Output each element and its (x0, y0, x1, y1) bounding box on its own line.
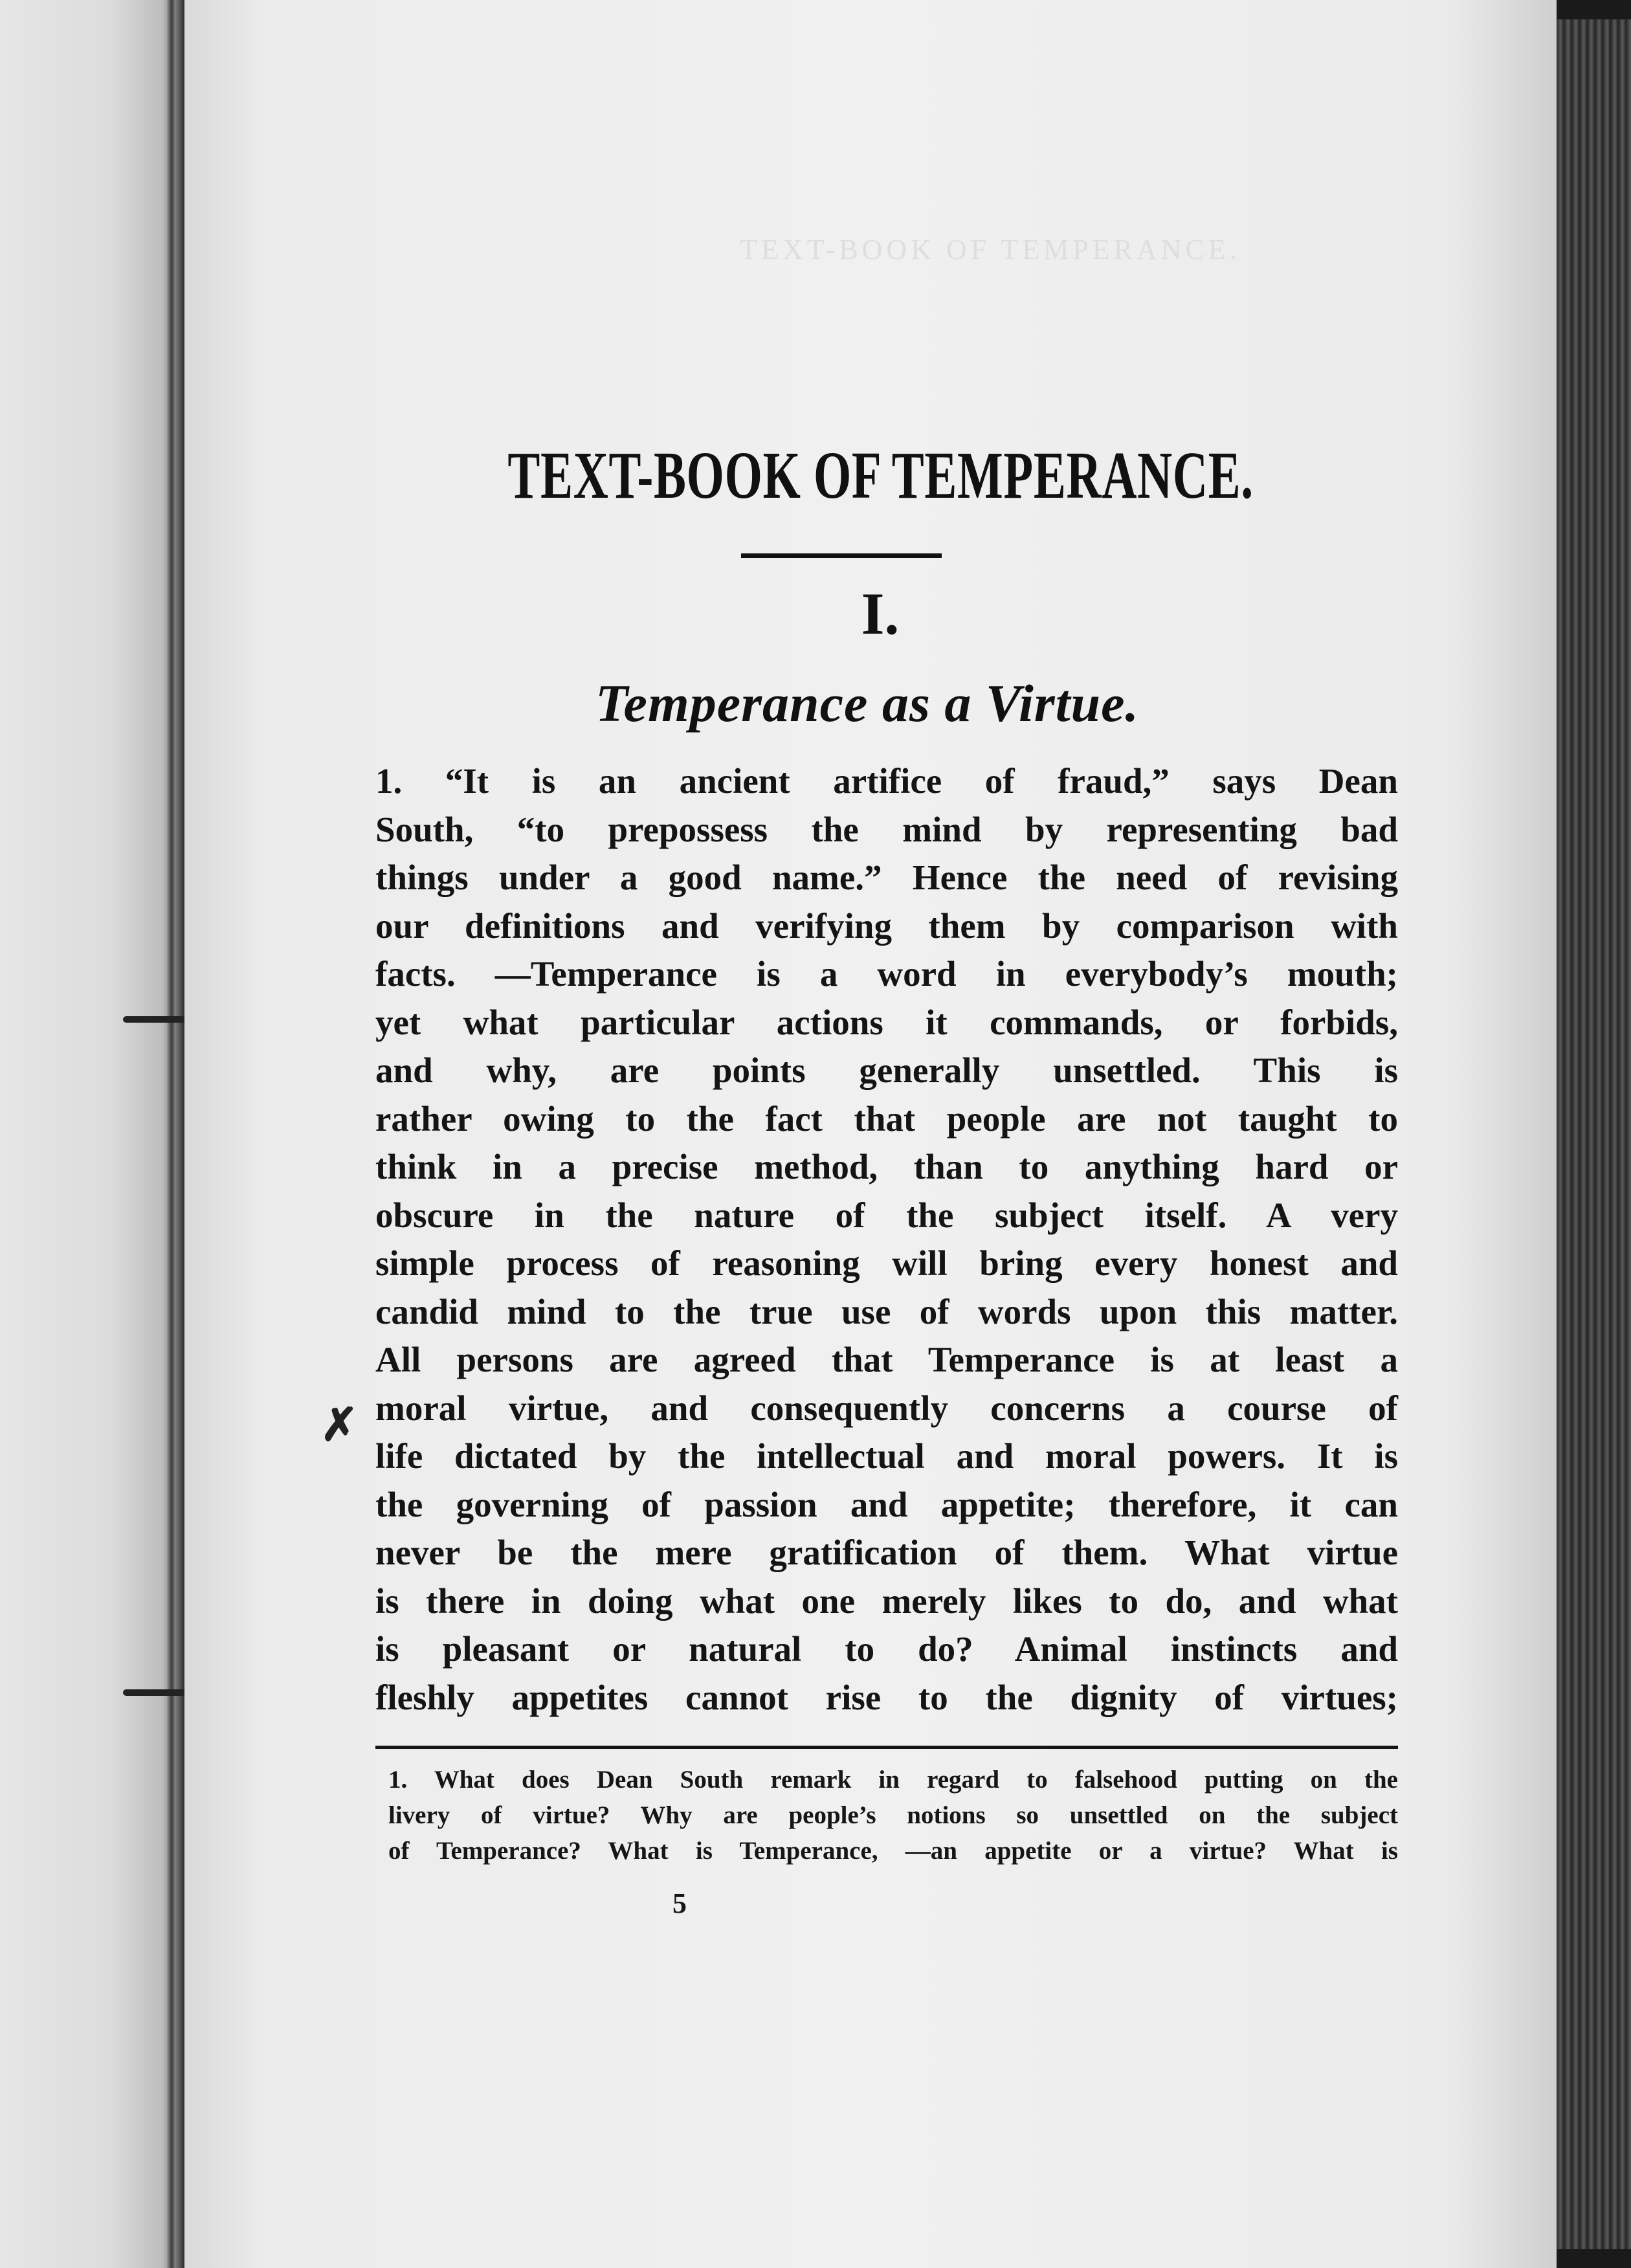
binding-gutter (0, 0, 184, 2268)
chapter-title: Temperance as a Virtue. (595, 674, 1139, 733)
text-line: 1. “It is an ancient artifice of fraud,” says Dean (375, 761, 1398, 801)
page-title: TEXT-BOOK OF TEMPERANCE. (507, 438, 1254, 513)
text-line: facts. —Temperance is a word in everybody’s mouth; (375, 954, 1398, 994)
footnote (388, 1762, 1398, 1869)
text-line: life dictated by the intellectual and moral powers. It is (375, 1436, 1398, 1476)
footnote-line: of Temperance? What is Temperance, —an appetite or a virtue? What is (388, 1837, 1398, 1865)
chapter-number: I. (861, 581, 900, 647)
text-line: obscure in the nature of the subject itself. A very (375, 1195, 1398, 1235)
text-line: our definitions and verifying them by comparison with (375, 906, 1398, 946)
text-line: yet what particular actions it commands, or forbids, (375, 1002, 1398, 1042)
text-line: rather owing to the fact that people are not taught to (375, 1098, 1398, 1139)
text-line: All persons are agreed that Temperance is at least a (375, 1340, 1398, 1379)
text-line: never be the mere gratification of them. What virtue (375, 1533, 1398, 1572)
page-edges (1557, 19, 1631, 2249)
text-line: candid mind to the true use of words upon this matter. (375, 1291, 1398, 1331)
margin-mark: ✗ (320, 1401, 359, 1451)
text-line: fleshly appetites cannot rise to the dignity of virtues; (375, 1677, 1398, 1717)
text-line: simple process of reasoning will bring every honest and (375, 1243, 1398, 1283)
footnote-line: 1. What does Dean South remark in regard to falsehood putting on the (388, 1766, 1398, 1794)
text-line: think in a precise method, than to anything hard or (375, 1147, 1398, 1186)
text-line: and why, are points generally unsettled. This is (375, 1051, 1398, 1090)
spine (167, 0, 176, 2268)
text-line: the governing of passion and appetite; therefore, it can (375, 1484, 1398, 1524)
text-line: South, “to prepossess the mind by representing bad (375, 809, 1398, 849)
text-line: is pleasant or natural to do? Animal instincts and (375, 1629, 1398, 1669)
footnote-line: livery of virtue? Why are people’s notions so unsettled on the subject (388, 1801, 1398, 1829)
title-rule (741, 553, 942, 558)
show-through-header: TEXT-BOOK OF TEMPERANCE. (740, 234, 1241, 265)
text-line: moral virtue, and consequently concerns a course of (375, 1388, 1398, 1428)
text-line: things under a good name.” Hence the need of revising (375, 858, 1398, 897)
page-number: 5 (672, 1887, 687, 1919)
text-line: is there in doing what one merely likes to do, and what (375, 1581, 1398, 1621)
body-paragraph (375, 757, 1398, 1722)
footnote-rule (375, 1746, 1398, 1749)
